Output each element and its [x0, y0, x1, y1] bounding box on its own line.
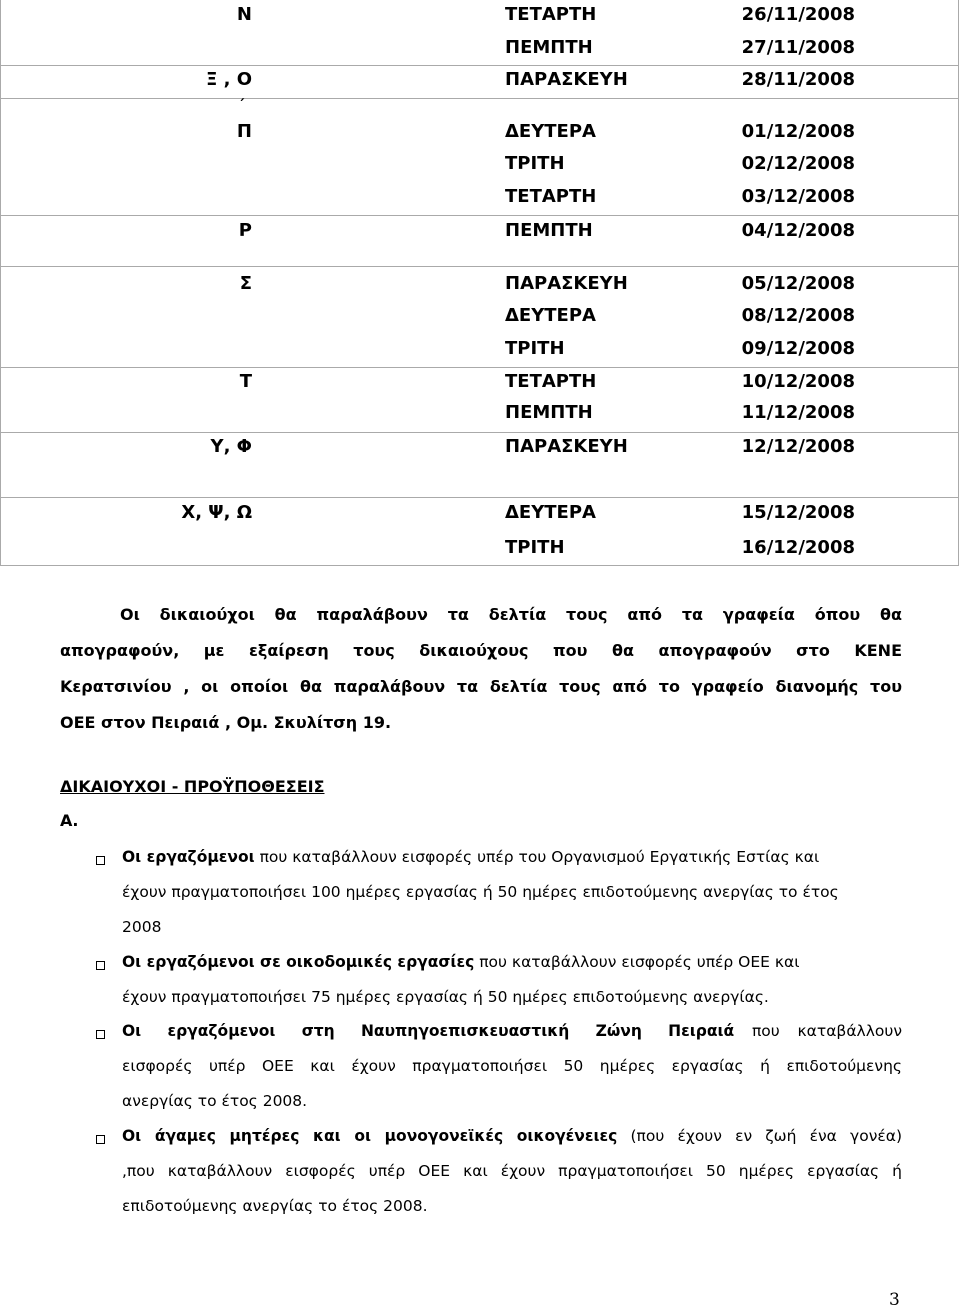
table-cell-day: ΔΕΥΤΕΡΑ: [505, 305, 596, 326]
item-line: έχουν πραγματοποιήσει 100 ημέρες εργασίας ή 50 ημέρες επιδοτούμενης ανεργίας το έτος: [122, 883, 839, 901]
section-heading: ΔΙΚΑΙΟΥΧΟΙ - ΠΡΟΫΠΟΘΕΣΕΙΣ: [60, 777, 325, 796]
table-cell-group: Π: [236, 121, 252, 142]
section-label: Α.: [60, 811, 79, 830]
table-cell-day: ΠΑΡΑΣΚΕΥΗ: [505, 273, 628, 294]
item-line: εισφορές υπέρ ΟΕΕ και έχουν πραγματοποιήσει 50 ημέρες εργασίας ή επιδοτούμενης: [122, 1057, 902, 1075]
table-cell-day: ΔΕΥΤΕΡΑ: [505, 121, 596, 142]
table-cell-day: ΤΕΤΑΡΤΗ: [505, 4, 597, 25]
table-cell-day: ΤΡΙΤΗ: [505, 153, 565, 174]
table-cell-date: 16/12/2008: [741, 537, 855, 558]
checkbox-bullet-icon: [96, 1135, 105, 1144]
table-cell-date: 28/11/2008: [741, 69, 855, 90]
table-cell-date: 26/11/2008: [741, 4, 855, 25]
item-text: που καταβάλλουν: [734, 1022, 902, 1040]
item-line: έχουν πραγματοποιήσει 75 ημέρες εργασίας ή 50 ημέρες επιδοτούμενης ανεργίας.: [122, 988, 769, 1006]
table-cell-date: 04/12/2008: [741, 220, 855, 241]
table-cell-day: ΤΡΙΤΗ: [505, 537, 565, 558]
table-cell-day: ΤΕΤΑΡΤΗ: [505, 371, 597, 392]
item-bold-text: Οι εργαζόμενοι σε οικοδομικές εργασίες: [122, 953, 475, 971]
table-cell-date: 15/12/2008: [741, 502, 855, 523]
row-separator: [1, 367, 959, 368]
checkbox-bullet-icon: [96, 961, 105, 970]
notice-line: απογραφούν, με εξαίρεση τους δικαιούχους που θα απογραφούν στο ΚΕΝΕ: [60, 641, 902, 660]
row-separator: [1, 266, 959, 267]
table-cell-group: Ν: [236, 4, 252, 25]
item-bold-text: Οι εργαζόμενοι στη Ναυπηγοεπισκευαστική Ζώνη Πειραιά: [122, 1022, 735, 1040]
row-separator: [1, 98, 959, 99]
table-cell-day: ΤΕΤΑΡΤΗ: [505, 186, 597, 207]
row-separator: [1, 215, 959, 216]
table-cell-group: Χ, Ψ, Ω: [181, 502, 252, 523]
table-cell-date: 08/12/2008: [741, 305, 855, 326]
table-cell-day: ΠΕΜΠΤΗ: [505, 402, 593, 423]
item-line: [122, 945, 902, 980]
table-cell-day: ΠΑΡΑΣΚΕΥΗ: [505, 436, 628, 457]
item-text: που καταβάλλουν εισφορές υπέρ ΟΕΕ και: [474, 953, 800, 971]
table-cell-day: ΔΕΥΤΕΡΑ: [505, 502, 596, 523]
table-cell-date: 10/12/2008: [741, 371, 855, 392]
item-line: [122, 840, 902, 875]
table-cell-day: ΤΡΙΤΗ: [505, 338, 565, 359]
table-cell-date: 05/12/2008: [741, 273, 855, 294]
table-cell-group: Τ: [239, 371, 252, 392]
item-text: (που έχουν εν ζωή ένα γονέα): [617, 1127, 902, 1145]
item-line: ανεργίας το έτος 2008.: [122, 1092, 308, 1110]
item-line: [122, 1119, 902, 1154]
table-cell-date: 11/12/2008: [741, 402, 855, 423]
table-cell-date: 03/12/2008: [741, 186, 855, 207]
table-cell-group: Σ: [239, 273, 252, 294]
notice-line: ΟΕΕ στον Πειραιά , Ομ. Σκυλίτση 19.: [60, 713, 392, 732]
distribution-schedule-table: [0, 0, 959, 566]
item-text: που καταβάλλουν εισφορές υπέρ του Οργανισμού Εργατικής Εστίας και: [254, 848, 820, 866]
table-cell-day: ΠΕΜΠΤΗ: [505, 37, 593, 58]
item-bold-text: Οι εργαζόμενοι: [122, 848, 255, 866]
checkbox-bullet-icon: [96, 1030, 105, 1039]
table-cell-day: ΠΕΜΠΤΗ: [505, 220, 593, 241]
item-bold-text: Οι άγαμες μητέρες και οι μονογονεϊκές οικογένειες: [122, 1127, 618, 1145]
table-cell-date: 01/12/2008: [741, 121, 855, 142]
table-cell-date: 27/11/2008: [741, 37, 855, 58]
checkbox-bullet-icon: [96, 856, 105, 865]
item-line: επιδοτούμενης ανεργίας το έτος 2008.: [122, 1197, 428, 1215]
row-separator: [1, 65, 959, 66]
table-cell-group: Υ, Φ: [210, 436, 252, 457]
item-line: 2008: [122, 918, 162, 936]
row-separator: [1, 497, 959, 498]
item-line: ,που καταβάλλουν εισφορές υπέρ ΟΕΕ και έχουν πραγματοποιήσει 50 ημέρες εργασίας ή: [122, 1162, 902, 1180]
table-cell-date: 09/12/2008: [741, 338, 855, 359]
page-number: 3: [889, 1290, 900, 1310]
notice-line: Οι δικαιούχοι θα παραλάβουν τα δελτία τους από τα γραφεία όπου θα: [120, 605, 902, 624]
table-cell-date: 12/12/2008: [741, 436, 855, 457]
table-cell-group: Ρ: [238, 220, 252, 241]
item-line: [122, 1014, 902, 1049]
table-cell-day: ΠΑΡΑΣΚΕΥΗ: [505, 69, 628, 90]
table-cell-date: 02/12/2008: [741, 153, 855, 174]
notice-paragraph: [60, 597, 902, 741]
notice-line: Κερατσινίου , οι οποίοι θα παραλάβουν τα δελτία τους από το γραφείο διανομής του: [60, 677, 902, 696]
table-cell-group: Ξ , Ο: [205, 69, 252, 90]
row-separator: [1, 432, 959, 433]
stray-mark: ´: [238, 98, 245, 114]
